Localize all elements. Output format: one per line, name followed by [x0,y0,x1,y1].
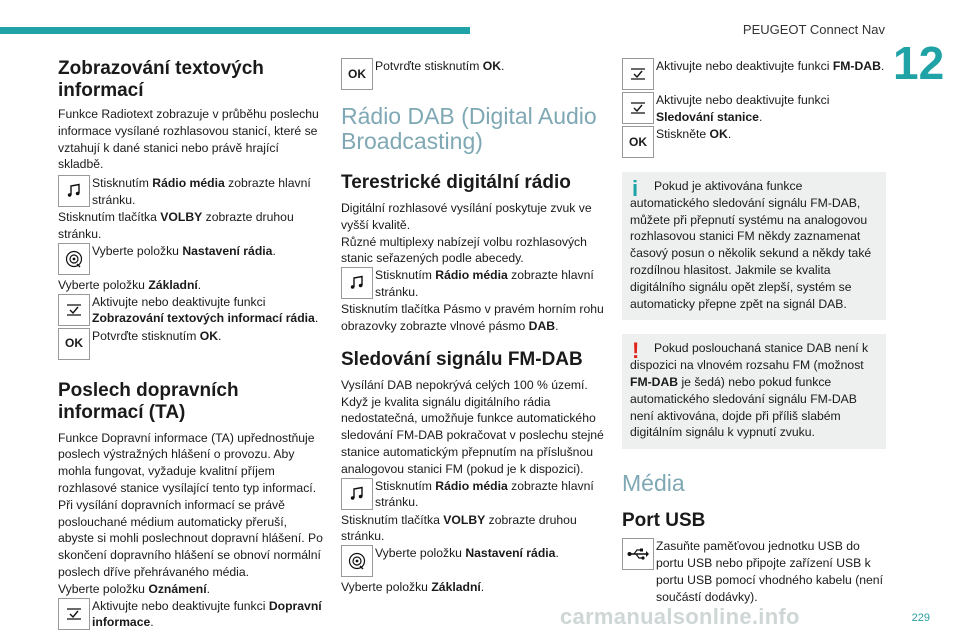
instruction: Stisknutím tlačítka Pásmo v pravém horním rohu obrazovky zobrazte vlnové pásmo DAB. [341,302,604,333]
step-toggle-radiotext: Aktivujte nebo deaktivujte funkci Zobrazování textových informací rádia. [58,294,324,328]
heading-text-info: Zobrazování textových informací [58,58,264,101]
step-confirm-ok: OK Potvrďte stisknutím OK. [58,328,324,362]
checkbox-toggle-icon [622,92,654,124]
step-radio-media: Stisknutím Rádio média zobrazte hlavní stránku. [341,478,606,512]
column-2 [341,58,606,596]
step-toggle-traffic: Aktivujte nebo deaktivujte funkci Dopravní informace. [58,598,324,632]
running-header: PEUGEOT Connect Nav [742,22,885,37]
step-toggle-fm-dab: Aktivujte nebo deaktivujte funkci FM-DAB. [622,58,886,92]
page-number: 229 [911,612,930,624]
step-toggle-station-follow: Aktivujte nebo deaktivujte funkci Sledování stanice. [622,92,886,126]
radio-settings-icon [341,545,373,577]
warning-note: ! Pokud poslouchaná stanice DAB není k dispozici na vlnovém rozsahu FM (možnost FM-DAB je šedá) nebo pokud funkce automatického sledování signálu FM-DAB není aktivována, dojde při příliš slabém digitálním signálu k vypnutí zvuku. [622,334,886,449]
instruction: Vyberte položku Základní. [341,580,485,595]
column-1 [58,58,324,632]
music-note-icon [341,267,373,299]
paragraph: Digitální rozhlasové vysílání poskytuje zvuk ve vyšší kvalitě. [341,201,592,232]
checkbox-toggle-icon [58,598,90,630]
paragraph: Vysílání DAB nepokrývá celých 100 % území. Když je kvalita signálu digitálního rádia nedostatečná, umožňuje funkce automatického sledování FM-DAB pokračovat v poslechu stejné stanice automatickým přepnutím na příslušnou analogovou stanici FM (pokud je k dispozici). [341,377,604,476]
instruction: Stisknutím tlačítka VOLBY zobrazte druhou stránku. [341,512,577,544]
heading-traffic-info: Poslech dopravních informací (TA) [58,379,239,423]
step-press-ok: OK Stiskněte OK. [622,126,886,160]
header-accent-bar [0,27,470,34]
instruction: Stisknutím tlačítka VOLBY zobrazte druhou stránku. [58,210,294,241]
chapter-number: 12 [893,37,945,89]
section-title-dab: Rádio DAB (Digital Audio Broadcasting) [341,103,597,154]
step-usb: Zasuňte paměťovou jednotku USB do portu USB nebo připojte zařízení USB k portu USB pomocí vhodného kabelu (není součástí dodávky). [622,538,886,605]
radio-settings-icon [58,243,90,275]
heading-usb: Port USB [622,510,706,532]
checkbox-toggle-icon [58,294,90,326]
checkbox-toggle-icon [622,58,654,90]
section-title-media: Média [622,470,685,497]
heading-fm-dab: Sledování signálu FM-DAB [341,348,583,370]
step-radio-media: Stisknutím Rádio média zobrazte hlavní stránku. [341,267,606,301]
usb-icon [622,538,654,570]
paragraph: Funkce Radiotext zobrazuje v průběhu poslechu informace vysílané rozhlasovou stanicí, které se vztahují k dané stanici nebo právě hrající skladbě. [58,107,319,172]
watermark: carmanualsonline.info [560,604,800,629]
step-radio-settings: Vyberte položku Nastavení rádia. [58,243,324,277]
paragraph: Funkce Dopravní informace (TA) upřednostňuje poslech výstražných hlášení o provozu. Aby mohla fungovat, vyžaduje kvalitní příjem rozhlasové stanice vysílající tento typ informací. Při vysílání dopravních informací se právě poslouchané médium automaticky přeruší, abyste si mohli poslechnout dopravní hlášení. Po skončení dopravního hlášení se obnoví normální poslech dříve přehrávaného média. [58,430,323,579]
step-confirm-ok: OK Potvrďte stisknutím OK. [341,58,606,92]
heading-terrestrial: Terestrické digitální rádio [341,172,571,193]
info-note: i Pokud je aktivována funkce automatického sledování signálu FM-DAB, můžete při přepnutí systému na analogovou rozhlasovou stanici FM někdy zaznamenat časový posun o několik sekund a někdy také rozdílnou hlasitost. Jakmile se kvalita digitálního signálu opět zlepší, systém se automaticky přepne zpět na signál DAB. [622,172,886,320]
instruction: Vyberte položku Základní. [58,277,202,292]
instruction: Vyberte položku Oznámení. [58,581,210,596]
music-note-icon [58,175,90,207]
info-icon: i [632,176,639,201]
music-note-icon [341,478,373,510]
ok-button-icon: OK [341,58,373,90]
ok-button-icon: OK [58,328,90,360]
ok-button-icon: OK [622,126,654,158]
step-radio-settings: Vyberte položku Nastavení rádia. [341,545,606,579]
step-radio-media: Stisknutím Rádio média zobrazte hlavní stránku. [58,175,324,209]
column-3 [622,58,886,605]
warning-icon: ! [632,338,640,364]
paragraph: Různé multiplexy nabízejí volbu rozhlasových stanic seřazených podle abecedy. [341,234,587,266]
